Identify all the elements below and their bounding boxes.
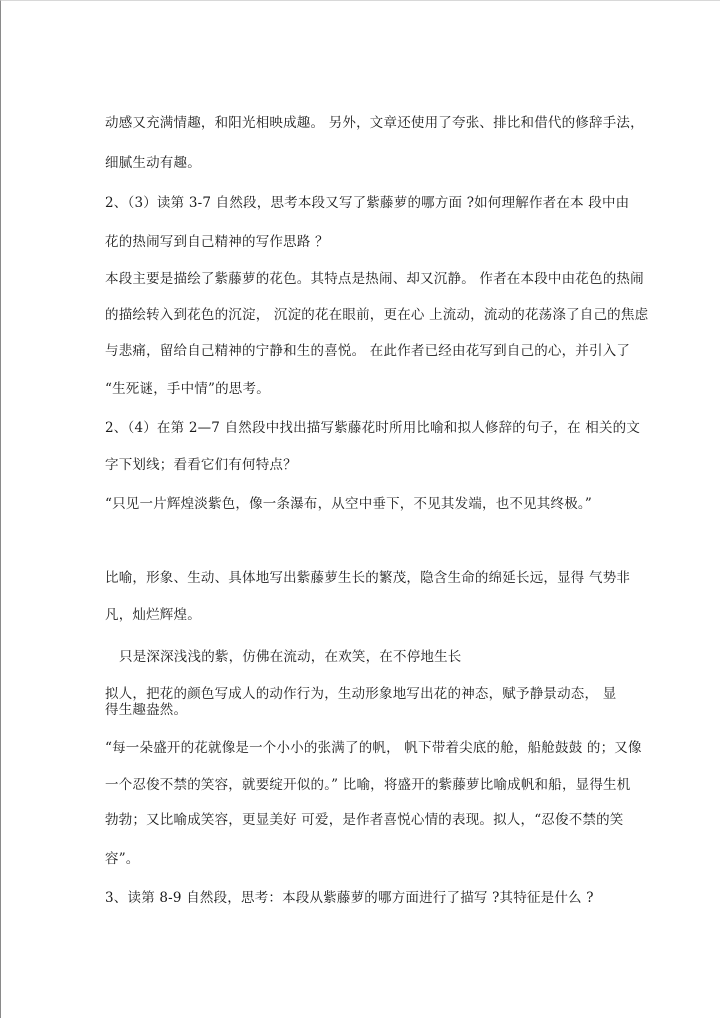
question-2-3: 2、（3）读第 3-7 自然段，思考本段又写了紫藤萝的哪方面 ?如何理解作者在本 段中由: [105, 195, 630, 211]
text-line: 字下划线；看看它们有何特点？: [105, 457, 297, 473]
text-line: 凡，灿烂辉煌。: [105, 607, 201, 623]
text-line: 花的热闹写到自己精神的写作思路 ？: [105, 234, 329, 250]
quote-3: “每一朵盛开的花就像是一个小小的张满了的帆， 帆下带着尖底的舱，船舱鼓鼓 的；又像: [105, 740, 642, 756]
analysis-2: 拟人，把花的颜色写成人的动作行为，生动形象地写出花的神态，赋予静景动态， 显得生趣盎然。: [105, 686, 617, 718]
text-line: 的描绘转入到花色的沉淀， 沉淀的花在眼前，更在心 上流动，流动的花荡涤了自己的焦虑: [105, 307, 649, 323]
text-line: 一个忍俊不禁的笑容，就要绽开似的。” 比喻，将盛开的紫藤萝比喻成帆和船，显得生机: [105, 777, 631, 793]
question-3: 3、读第 8-9 自然段，思考：本段从紫藤萝的哪方面进行了描写 ?其特征是什么 ?: [105, 890, 594, 906]
quote-2: 只是深深浅浅的紫，仿佛在流动，在欢笑，在不停地生长: [119, 649, 462, 665]
text-line: 勃勃；又比喻成笑容，更显美好 可爱，是作者喜悦心情的表现。拟人，“忍俊不禁的笑: [105, 812, 624, 828]
text-line: “生死谜，手中情”的思考。: [105, 381, 270, 397]
text-line: 动感又充满情趣，和阳光相映成趣。 另外，文章还使用了夸张、排比和借代的修辞手法，: [105, 115, 644, 131]
text-line: 细腻生动有趣。: [105, 155, 201, 171]
text-line: 容”。: [105, 851, 140, 867]
analysis-1: 比喻，形象、生动、具体地写出紫藤萝生长的繁茂，隐含生命的绵延长远，显得 气势非: [105, 570, 631, 586]
answer-2-3: 本段主要是描绘了紫藤萝的花色。其特点是热闹、却又沉静。 作者在本段中由花色的热闹: [105, 271, 644, 287]
text-line: 与悲痛，留给自己精神的宁静和生的喜悦。 在此作者已经由花写到自己的心，并引入了: [105, 343, 631, 359]
question-2-4: 2、（4）在第 2—7 自然段中找出描写紫藤花时所用比喻和拟人修辞的句子，在 相关的文: [105, 420, 641, 436]
quote-1: “只见一片辉煌淡紫色，像一条瀑布，从空中垂下，不见其发端，也不见其终极。”: [105, 496, 592, 512]
